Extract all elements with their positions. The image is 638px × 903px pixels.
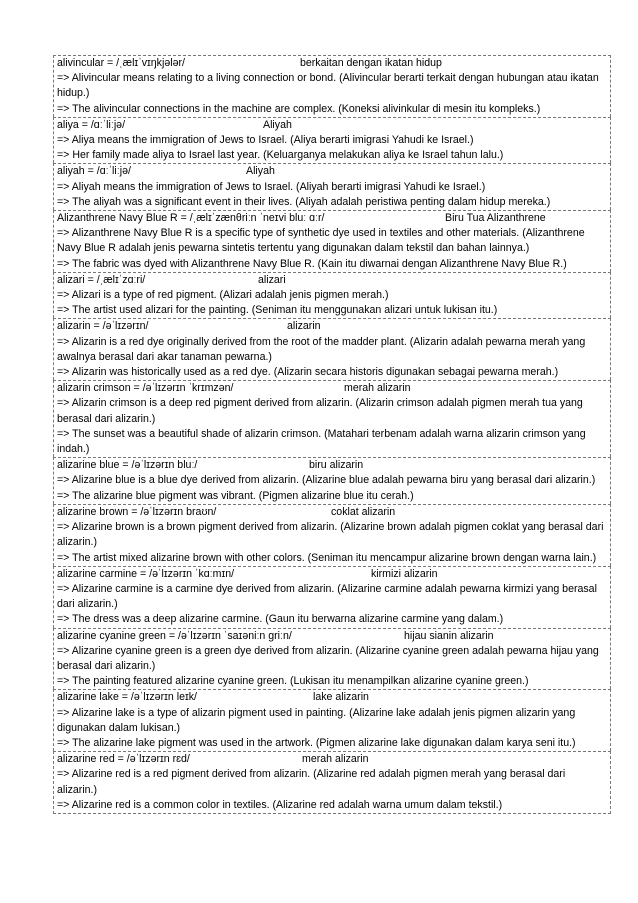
entry-term: aliya = /ɑːˈliːjə/	[57, 118, 126, 131]
entry-header	[57, 56, 608, 71]
entry-example: => The artist used alizari for the painting. (Seniman itu menggunakan alizari untuk lukisan itu.)	[57, 304, 498, 317]
entry-example: => The dress was a deep alizarine carmine. (Gaun itu berwarna alizarine carmine yang dalam.)	[57, 613, 504, 626]
entry-header	[57, 690, 608, 705]
dictionary-entry	[53, 210, 611, 272]
entry-translation: alizarin	[287, 320, 321, 333]
entry-example: => The alivincular connections in the machine are complex. (Koneksi alivinkular di mesin itu kompleks.)	[57, 102, 541, 115]
entry-translation: berkaitan dengan ikatan hidup	[300, 57, 442, 69]
entry-header	[57, 567, 608, 582]
entry-example: => The aliyah was a significant event in their lives. (Aliyah adalah peristiwa penting dalam hidup mereka.)	[57, 195, 551, 208]
dictionary-entry	[53, 380, 611, 457]
entry-translation: lake alizarin	[313, 691, 369, 704]
entry-term: Alizanthrene Navy Blue R = /ˌælɪˈzænθriːn ˈneɪvi bluː ɑːr/	[57, 212, 325, 225]
entry-header	[57, 118, 608, 133]
dictionary-entry	[53, 689, 611, 751]
entry-translation: hijau sianin alizarin	[404, 629, 494, 642]
entry-example: => Alizarine brown is a brown pigment derived from alizarin. (Alizarine brown adalah pigmen coklat yang berasal dari alizarin.)	[57, 521, 604, 549]
entry-translation: merah alizarin	[302, 753, 369, 766]
entry-example: => Alizarine cyanine green is a green dye derived from alizarin. (Alizarine cyanine green adalah pewarna hijau yang berasal dari alizarin.)	[57, 644, 599, 672]
entry-example: => The alizarine lake pigment was used in the artwork. (Pigmen alizarine lake digunakan dalam karya seni itu.)	[57, 736, 576, 749]
entry-example: => Alizari is a type of red pigment. (Alizari adalah jenis pigmen merah.)	[57, 289, 389, 302]
entry-header	[57, 319, 608, 334]
dictionary-entry	[53, 55, 611, 117]
entry-term: alizari = /ˌælɪˈzɑːri/	[57, 273, 146, 286]
entry-header	[57, 381, 608, 396]
entry-translation: Aliyah	[263, 118, 292, 131]
dictionary-entry	[53, 117, 611, 164]
entry-translation: Biru Tua Alizanthrene	[445, 212, 546, 225]
dictionary-page	[53, 55, 611, 814]
entry-example: => Aliyah means the immigration of Jews to Israel. (Aliyah berarti imigrasi Yahudi ke Israel.)	[57, 180, 486, 193]
entry-term: alizarine brown = /əˈlɪzərɪn braʊn/	[57, 505, 217, 518]
dictionary-entry	[53, 163, 611, 210]
entry-header	[57, 164, 608, 179]
dictionary-entry	[53, 751, 611, 814]
entry-term: alizarine carmine = /əˈlɪzərɪn ˈkɑːmɪn/	[57, 567, 235, 580]
entry-example: => Alizarine carmine is a carmine dye derived from alizarin. (Alizarine carmine adalah pewarna kirmizi yang berasal dari alizarin.)	[57, 582, 597, 611]
entry-example: => Alizarine red is a red pigment derived from alizarin. (Alizarine red adalah pigmen merah yang berasal dari alizarin.)	[57, 768, 566, 796]
entry-term: alizarine lake = /əˈlɪzərɪn leɪk/	[57, 691, 197, 704]
entry-example: => The artist mixed alizarine brown with other colors. (Seniman itu mencampur alizarine brown dengan warna lain.)	[57, 551, 597, 564]
entry-term: aliyah = /ɑːˈliːjə/	[57, 165, 131, 178]
dictionary-entry	[53, 628, 611, 690]
dictionary-entry	[53, 457, 611, 504]
entry-translation: alizari	[258, 273, 286, 286]
entry-example: => The alizarine blue pigment was vibrant. (Pigmen alizarine blue itu cerah.)	[57, 489, 414, 502]
entry-translation: coklat alizarin	[331, 505, 396, 518]
entry-example: => Alizarine blue is a blue dye derived from alizarin. (Alizarine blue adalah pewarna biru yang berasal dari alizarin.)	[57, 474, 596, 487]
entry-example: => Alizanthrene Navy Blue R is a specific type of synthetic dye used in textiles and other materials. (Alizanthrene Navy Blue R adalah jenis pewarna sintetis tertentu yang digunakan dalam tekstil dan bahan lainnya.)	[57, 227, 585, 255]
entry-translation: kirmizi alizarin	[371, 567, 438, 580]
entry-example: => Alizarin crimson is a deep red pigment derived from alizarin. (Alizarin crimson adalah pigmen merah tua yang berasal dari alizarin.)	[57, 397, 583, 425]
entry-example: => Alizarin is a red dye originally derived from the root of the madder plant. (Alizarin adalah pewarna merah yang awalnya berasal dari akar tanaman pewarna.)	[57, 335, 586, 363]
entry-term: alizarine red = /əˈlɪzərɪn rɛd/	[57, 753, 190, 766]
entry-header	[57, 629, 608, 644]
entry-example: => The sunset was a beautiful shade of alizarin crimson. (Matahari terbenam adalah warna alizarin crimson yang indah.)	[57, 427, 586, 456]
entry-header	[57, 273, 608, 288]
dictionary-entry	[53, 566, 611, 628]
entry-header	[57, 211, 608, 226]
entry-term: alivincular = /ˌælɪˈvɪŋkjələr/	[57, 57, 185, 69]
entry-example: => Her family made aliya to Israel last year. (Keluarganya melakukan aliya ke Israel tahun lalu.)	[57, 149, 504, 162]
entry-example: => The fabric was dyed with Alizanthrene Navy Blue R. (Kain itu diwarnai dengan Alizanthrene Navy Blue R.)	[57, 257, 567, 270]
dictionary-entry	[53, 318, 611, 380]
entry-example: => Alizarin was historically used as a red dye. (Alizarin secara historis digunakan sebagai pewarna merah.)	[57, 366, 559, 379]
entry-example: => Aliya means the immigration of Jews to Israel. (Aliya berarti imigrasi Yahudi ke Israel.)	[57, 134, 474, 147]
entry-example: => Alivincular means relating to a living connection or bond. (Alivincular berarti terkait dengan hubungan atau ikatan hidup.)	[57, 72, 599, 100]
entry-term: alizarin crimson = /əˈlɪzərɪn ˈkrɪmzən/	[57, 382, 234, 395]
entry-example: => The painting featured alizarine cyanine green. (Lukisan itu menampilkan alizarine cyanine green.)	[57, 675, 529, 688]
entry-header	[57, 458, 608, 473]
entry-header	[57, 505, 608, 520]
dictionary-entry	[53, 272, 611, 319]
dictionary-entry	[53, 504, 611, 566]
entry-translation: merah alizarin	[344, 382, 411, 395]
entry-header	[57, 752, 608, 767]
entry-term: alizarine blue = /əˈlɪzərɪn bluː/	[57, 459, 198, 472]
entry-term: alizarine cyanine green = /əˈlɪzərɪn ˈsaɪəniːn ɡriːn/	[57, 629, 292, 642]
entry-example: => Alizarine lake is a type of alizarin pigment used in painting. (Alizarine lake adalah jenis pigmen alizarin yang digunakan dalam lukisan.)	[57, 706, 576, 734]
entry-term: alizarin = /əˈlɪzərɪn/	[57, 320, 149, 333]
entry-translation: Aliyah	[246, 165, 275, 178]
entry-translation: biru alizarin	[309, 459, 364, 472]
entry-example: => Alizarine red is a common color in textiles. (Alizarine red adalah warna umum dalam tekstil.)	[57, 798, 503, 811]
